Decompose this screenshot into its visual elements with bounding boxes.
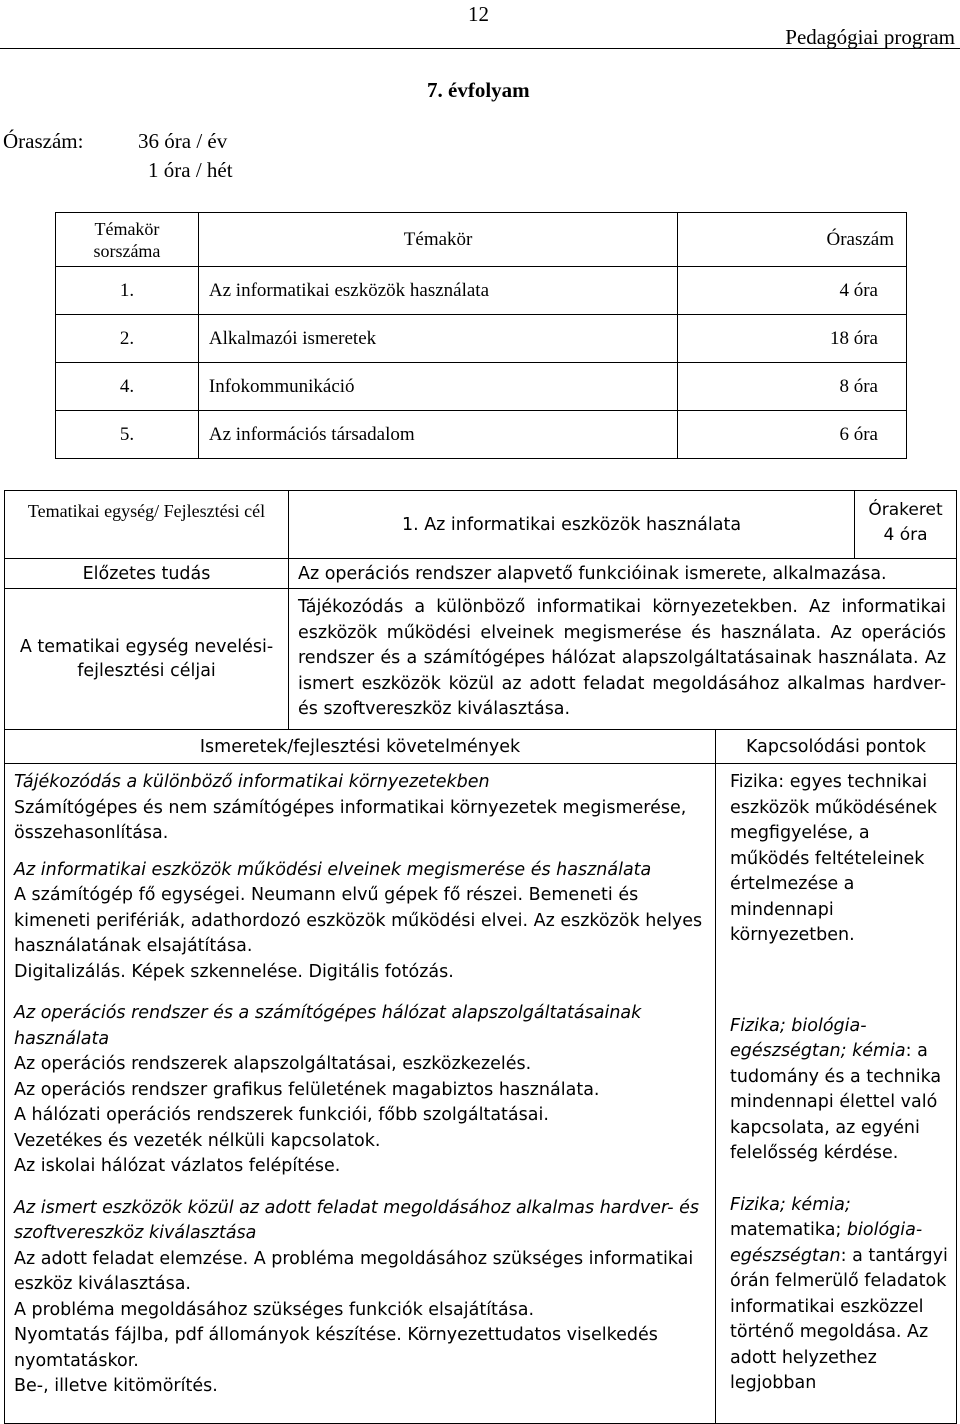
link-subjects: Fizika; kémia; (730, 1194, 851, 1215)
topic-name: Az információs társadalom (198, 411, 677, 459)
unit-title-row (5, 491, 957, 559)
prior-knowledge-label: Előzetes tudás (5, 559, 289, 589)
requirement-title: Az ismert eszközök közül az adott feladat megoldásához alkalmas hardver- és szoftvereszköz kiválasztása (14, 1197, 699, 1243)
requirement-line: Az iskolai hálózat vázlatos felépítése. (14, 1156, 341, 1176)
requirement-line: A probléma megoldásához szükséges funkciók elsajátítása. (14, 1299, 535, 1320)
unit-label: Tematikai egység/ Fejlesztési cél (5, 491, 289, 559)
goals-label: A tematikai egység nevelési-fejlesztési céljai (5, 589, 289, 730)
column-header-row (5, 730, 957, 764)
topic-hours: 4 óra (678, 267, 907, 315)
table-row (56, 363, 907, 411)
document-title: Pedagógiai program (785, 25, 955, 49)
goals-text: Tájékozódás a különböző informatikai környezetekben. Az informatikai eszközök működési elveinek megismerése és használata. Az operációs rendszer és a számítógépes hálózat alapszolgáltatásainak használata. Az ismert eszközök közül az adott feladat megoldásához alkalmas hardver- és szoftvereszköz kiválasztása. (289, 589, 957, 730)
requirement-line: A számítógép fő egységei. Neumann elvű gépek fő részei. Bemeneti és kimeneti perifériák, adathordozó eszközök működési elvei. Az eszközök helyes használatának elsajátítása. (14, 885, 703, 956)
prior-knowledge-text: Az operációs rendszer alapvető funkcióinak ismerete, alkalmazása. (289, 559, 957, 589)
topic-number: 1. (56, 267, 199, 315)
link-subject-plain: matematika; (730, 1220, 847, 1240)
requirement-section (14, 858, 705, 986)
requirement-line: Digitalizálás. Képek szkennelése. Digitális fotózás. (14, 961, 454, 982)
table-row (56, 315, 907, 363)
link-text: : a tudomány és a technika mindennapi élettel való kapcsolata, az egyéni felelősség kérdése. (730, 1041, 942, 1163)
grade-heading: 7. évfolyam (427, 78, 530, 102)
requirement-title: Az informatikai eszközök működési elveinek megismerése és használata (14, 859, 652, 880)
header-rule (0, 48, 960, 49)
header-topic: Témakör (198, 213, 677, 267)
requirement-line: Az operációs rendszer grafikus felületének magabiztos használata. (14, 1079, 600, 1100)
link-subjects: Fizika; biológia-egészségtan; kémia (730, 1015, 906, 1061)
link-subjects: biológia-egészségtan (730, 1220, 923, 1266)
hours-per-year: 36 óra / év (138, 129, 228, 153)
requirement-line: Vezetékes és vezeték nélküli kapcsolatok. (14, 1130, 381, 1151)
requirements-cell (5, 764, 716, 1424)
link-item (730, 1193, 948, 1397)
topic-hours: 8 óra (678, 363, 907, 411)
links-header: Kapcsolódási pontok (716, 730, 957, 764)
time-frame-label: Órakeret (868, 500, 943, 520)
table-header-row (56, 213, 907, 267)
unit-title: 1. Az informatikai eszközök használata (289, 491, 855, 559)
topic-name: Az informatikai eszközök használata (198, 267, 677, 315)
requirements-header: Ismeretek/fejlesztési követelmények (5, 730, 716, 764)
topic-name: Alkalmazói ismeretek (198, 315, 677, 363)
requirement-line: Az operációs rendszerek alapszolgáltatásai, eszközkezelés. (14, 1054, 532, 1074)
link-text: : a tantárgyi órán felmerülő feladatok informatikai eszközzel történő megoldása. Az adott helyzethez legjobban (730, 1245, 948, 1393)
requirement-line: Nyomtatás fájlba, pdf állományok készítése. Környezettudatos viselkedés nyomtatáskor. (14, 1325, 658, 1371)
time-frame (855, 491, 957, 559)
requirement-line: A hálózati operációs rendszerek funkciói, főbb szolgáltatásai. (14, 1105, 549, 1125)
hours-label: Óraszám: (3, 129, 84, 153)
links-cell (716, 764, 957, 1424)
content-row (5, 764, 957, 1424)
link-item: Fizika: egyes technikai eszközök működésének megfigyelése, a működés feltételeinek értelmezése a mindennapi környezetben. (730, 772, 937, 945)
requirement-title: Az operációs rendszer és a számítógépes hálózat alapszolgáltatásainak használata (14, 1003, 642, 1049)
topics-table (55, 212, 907, 459)
time-frame-value: 4 óra (883, 525, 928, 545)
topic-number: 5. (56, 411, 199, 459)
unit-table (4, 490, 957, 1424)
table-row (56, 267, 907, 315)
prior-knowledge-row (5, 559, 957, 589)
topic-hours: 18 óra (678, 315, 907, 363)
hours-per-week: 1 óra / hét (148, 158, 233, 182)
page-number: 12 (468, 2, 489, 26)
topic-number: 4. (56, 363, 199, 411)
requirement-line: Számítógépes és nem számítógépes informatikai környezetek megismerése, összehasonlítása. (14, 797, 687, 843)
requirement-section (14, 1001, 705, 1180)
goals-row (5, 589, 957, 730)
requirement-line: Be-, illetve kitömörítés. (14, 1376, 218, 1396)
requirement-title: Tájékozódás a különböző informatikai környezetekben (14, 772, 490, 792)
requirement-section (14, 770, 705, 847)
link-item (730, 1014, 948, 1167)
topic-number: 2. (56, 315, 199, 363)
requirement-line: Az adott feladat elemzése. A probléma megoldásához szükséges informatikai eszköz kiválasztása. (14, 1248, 694, 1294)
requirement-section (14, 1196, 705, 1400)
topic-hours: 6 óra (678, 411, 907, 459)
table-row (56, 411, 907, 459)
header-hours: Óraszám (678, 213, 907, 267)
header-topic-number: Témakör sorszáma (56, 213, 199, 267)
topic-name: Infokommunikáció (198, 363, 677, 411)
